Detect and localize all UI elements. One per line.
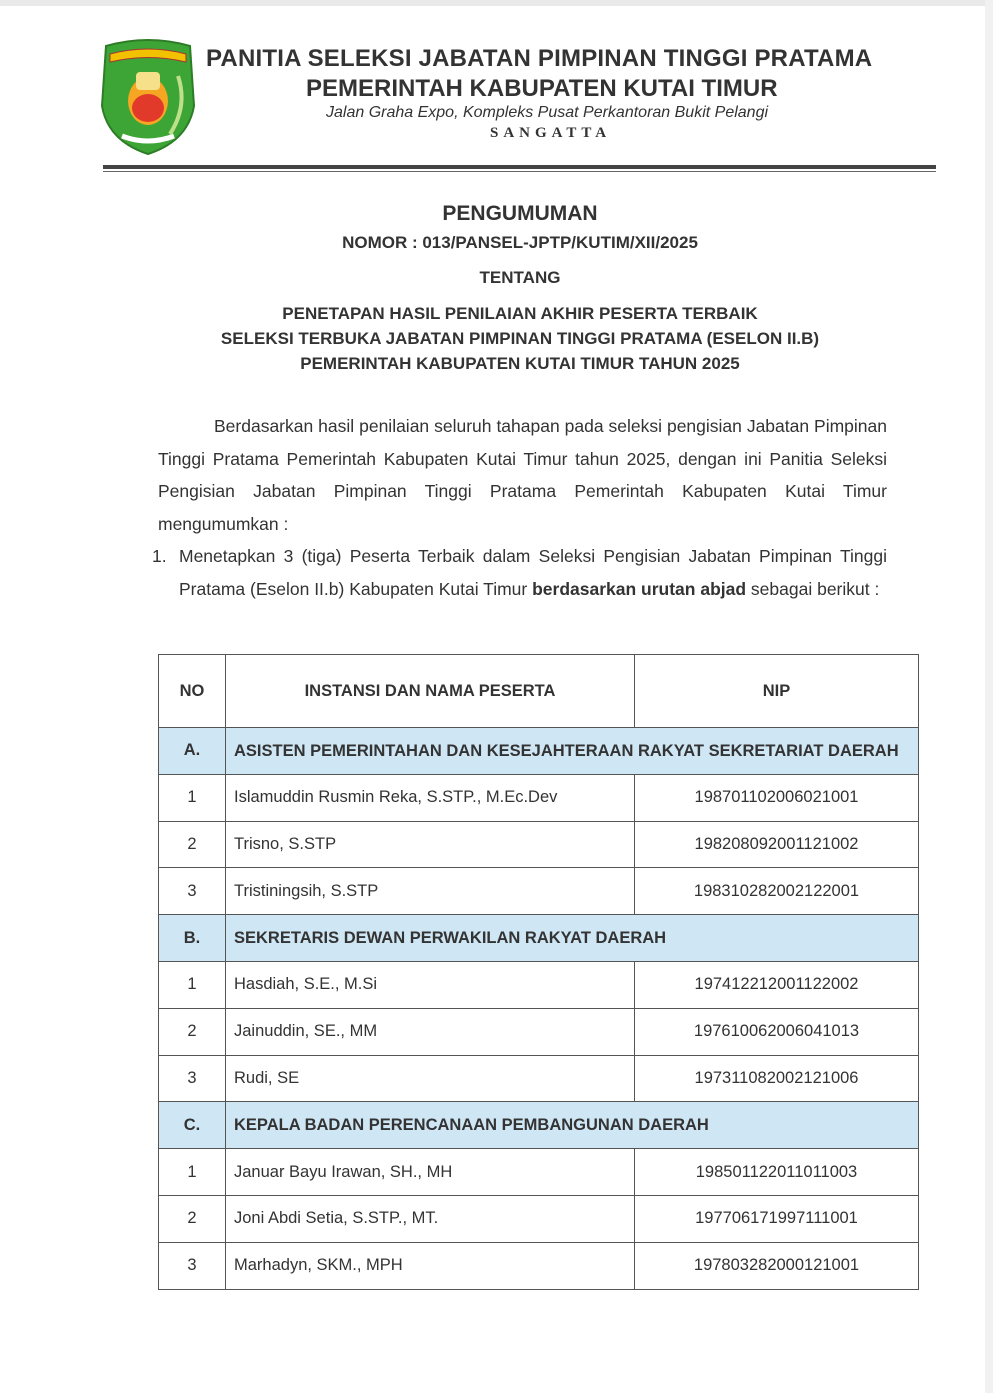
table-row bbox=[159, 1008, 919, 1055]
table-row bbox=[159, 1242, 919, 1289]
item-text-end: sebagai berikut : bbox=[746, 579, 880, 599]
table-row bbox=[159, 821, 919, 868]
row-number: 2 bbox=[159, 821, 226, 868]
item-text-bold: berdasarkan urutan abjad bbox=[532, 579, 747, 599]
row-number: 2 bbox=[159, 1195, 226, 1242]
participant-name: Jainuddin, SE., MM bbox=[226, 1008, 635, 1055]
announcement-subject-2: SELEKSI TERBUKA JABATAN PIMPINAN TINGGI PRATAMA (ESELON II.B) bbox=[220, 329, 820, 348]
participant-nip: 197610062006041013 bbox=[635, 1008, 919, 1055]
participant-name: Rudi, SE bbox=[226, 1055, 635, 1102]
header-nip: NIP bbox=[635, 655, 919, 728]
letterhead-divider bbox=[103, 165, 936, 169]
row-number: 1 bbox=[159, 774, 226, 821]
announcement-about: TENTANG bbox=[479, 268, 561, 287]
announcement-heading: PENGUMUMAN bbox=[442, 202, 598, 225]
table-row bbox=[159, 774, 919, 821]
letterhead-address: Jalan Graha Expo, Kompleks Pusat Perkantoran Bukit Pelangi bbox=[326, 104, 769, 121]
participant-name: Trisno, S.STP bbox=[226, 821, 635, 868]
letterhead-committee: PANITIA SELEKSI JABATAN PIMPINAN TINGGI PRATAMA bbox=[206, 45, 873, 72]
participants-table bbox=[158, 654, 919, 1290]
section-code: C. bbox=[159, 1102, 226, 1149]
participant-name: Marhadyn, SKM., MPH bbox=[226, 1242, 635, 1289]
row-number: 2 bbox=[159, 1008, 226, 1055]
row-number: 3 bbox=[159, 1242, 226, 1289]
header-no: NO bbox=[159, 655, 226, 728]
announcement-subject-3: PEMERINTAH KABUPATEN KUTAI TIMUR TAHUN 2025 bbox=[300, 354, 740, 373]
row-number: 3 bbox=[159, 868, 226, 915]
letterhead-divider-thin bbox=[103, 171, 936, 172]
row-number: 1 bbox=[159, 1149, 226, 1196]
participant-nip: 197311082002121006 bbox=[635, 1055, 919, 1102]
participant-nip: 198701102006021001 bbox=[635, 774, 919, 821]
table-row bbox=[159, 961, 919, 1008]
participant-name: Islamuddin Rusmin Reka, S.STP., M.Ec.Dev bbox=[226, 774, 635, 821]
kutai-timur-emblem-logo bbox=[98, 36, 198, 156]
table-header-row bbox=[159, 655, 919, 728]
participant-name: Hasdiah, S.E., M.Si bbox=[226, 961, 635, 1008]
participant-nip: 198501122011011003 bbox=[635, 1149, 919, 1196]
row-number: 3 bbox=[159, 1055, 226, 1102]
section-row bbox=[159, 915, 919, 962]
section-code: B. bbox=[159, 915, 226, 962]
letterhead-government: PEMERINTAH KABUPATEN KUTAI TIMUR bbox=[306, 75, 778, 102]
letterhead-city: SANGATTA bbox=[490, 125, 612, 141]
participant-name: Januar Bayu Irawan, SH., MH bbox=[226, 1149, 635, 1196]
announcement-subject-1: PENETAPAN HASIL PENILAIAN AKHIR PESERTA TERBAIK bbox=[282, 304, 758, 323]
section-title: ASISTEN PEMERINTAHAN DAN KESEJAHTERAAN RAKYAT SEKRETARIAT DAERAH bbox=[226, 728, 919, 775]
section-row bbox=[159, 1102, 919, 1149]
table-row bbox=[159, 1195, 919, 1242]
table-row bbox=[159, 1055, 919, 1102]
participant-name: Tristiningsih, S.STP bbox=[226, 868, 635, 915]
list-item-1 bbox=[152, 540, 887, 606]
participant-nip: 197412212001122002 bbox=[635, 961, 919, 1008]
item-text: Menetapkan 3 (tiga) Peserta Terbaik dalam Seleksi Pengisian Jabatan Pimpinan Tinggi Pratama (Eselon II.b) Kabupaten Kutai Timur bbox=[179, 546, 887, 599]
header-name: INSTANSI DAN NAMA PESERTA bbox=[226, 655, 635, 728]
announcement-number: NOMOR : 013/PANSEL-JPTP/KUTIM/XII/2025 bbox=[342, 233, 698, 252]
table-row bbox=[159, 868, 919, 915]
participant-name: Joni Abdi Setia, S.STP., MT. bbox=[226, 1195, 635, 1242]
page-edge bbox=[0, 0, 993, 6]
table-row bbox=[159, 1149, 919, 1196]
participant-nip: 197803282000121001 bbox=[635, 1242, 919, 1289]
intro-text: Berdasarkan hasil penilaian seluruh tahapan pada seleksi pengisian Jabatan Pimpinan Tinggi Pratama Pemerintah Kabupaten Kutai Timur tahun 2025, dengan ini Panitia Seleksi Pengisian Jabatan Pimpinan Tinggi Pratama Pemerintah Kabupaten Kutai Timur mengumumkan : bbox=[158, 416, 887, 534]
section-title: KEPALA BADAN PERENCANAAN PEMBANGUNAN DAERAH bbox=[226, 1102, 919, 1149]
participant-nip: 198310282002122001 bbox=[635, 868, 919, 915]
row-number: 1 bbox=[159, 961, 226, 1008]
participant-nip: 198208092001121002 bbox=[635, 821, 919, 868]
list-number: 1. bbox=[152, 546, 167, 566]
intro-paragraph bbox=[158, 410, 887, 540]
participant-nip: 197706171997111001 bbox=[635, 1195, 919, 1242]
section-code: A. bbox=[159, 728, 226, 775]
section-row bbox=[159, 728, 919, 775]
section-title: SEKRETARIS DEWAN PERWAKILAN RAKYAT DAERAH bbox=[226, 915, 919, 962]
